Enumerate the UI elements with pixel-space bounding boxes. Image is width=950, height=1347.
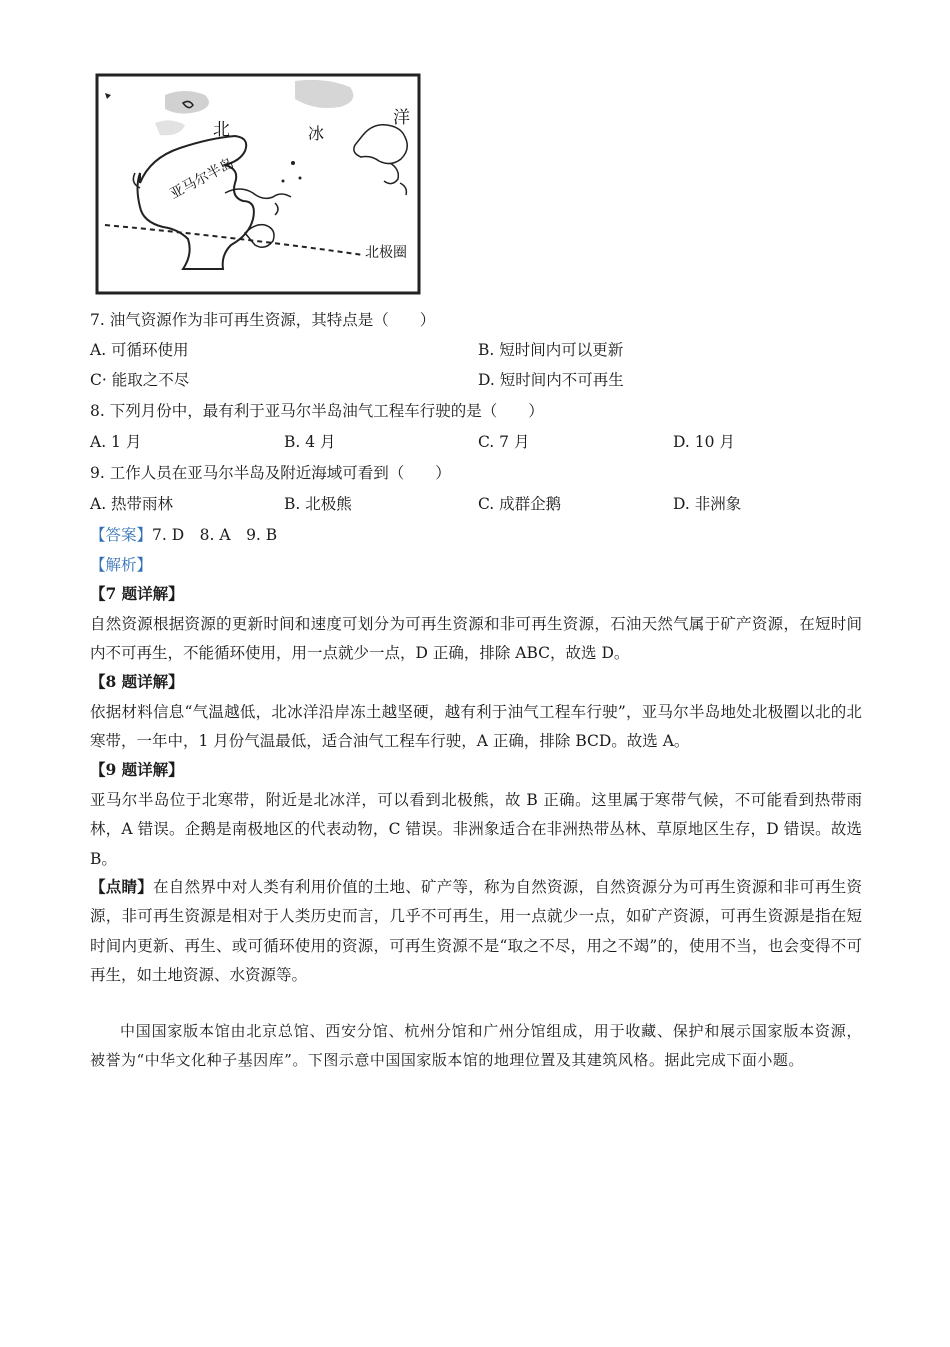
next-section-intro: 中国国家版本馆由北京总馆、西安分馆、杭州分馆和广州分馆组成，用于收藏、保护和展示国家版本资源，被誉为“中华文化种子基因库”。下图示意中国国家版本馆的地理位置及其建筑风格。据此完成下面小题。 [90,1022,862,1070]
detail-8-heading: 【8 题详解】 [90,672,184,691]
question-8-option-b: B. 4 月 [284,433,336,451]
question-7-option-c: C· 能取之不尽 [90,371,190,389]
question-8-option-a: A. 1 月 [90,433,142,451]
detail-9-heading: 【9 题详解】 [90,760,184,779]
question-8-option-c: C. 7 月 [478,433,530,451]
yamal-peninsula-map [95,73,421,295]
detail-8-body: 依据材料信息“气温越低，北冰洋沿岸冻土越坚硬，越有利于油气工程车行驶”，亚马尔半岛地处北极圈以北的北寒带，一年中，1 月份气温最低，适合油气工程车行驶，A 正确，排除 BCD。故选 A。 [90,703,862,751]
question-7-option-b: B. 短时间内可以更新 [478,341,624,359]
question-7-option-d: D. 短时间内不可再生 [478,371,624,389]
answer-line [90,525,277,545]
question-9-option-d: D. 非洲象 [673,495,742,513]
question-9-option-c: C. 成群企鹅 [478,495,562,513]
question-8-option-d: D. 10 月 [673,433,735,451]
map-label-ocean: 洋 [393,108,410,128]
question-8-stem: 8. 下列月份中，最有利于亚马尔半岛油气工程车行驶的是（ ） [90,402,544,420]
detail-7-body: 自然资源根据资源的更新时间和速度可划分为可再生资源和非可再生资源，石油天然气属于矿产资源，在短时间内不可再生，不能循环使用，用一点就少一点，D 正确，排除 ABC，故选 D。 [90,615,862,663]
map-label-arctic-circle: 北极圈 [365,245,407,261]
tip-paragraph [90,872,862,990]
map-label-ice: 冰 [308,124,325,143]
tip-body: 在自然界中对人类有利用价值的土地、矿产等，称为自然资源，自然资源分为可再生资源和非可再生资源，非可再生资源是相对于人类历史而言，几乎不可再生，用一点就少一点，如矿产资源，可再生资源是指在短时间内更新、再生、或可循环使用的资源，可再生资源不是“取之不尽，用之不竭”的，使用不当，也会变得不可再生，如土地资源、水资源等。 [90,878,862,984]
analysis-label: 【解析】 [90,556,153,574]
answer-label: 【答案】 [90,526,153,544]
question-7-stem: 7. 油气资源作为非可再生资源，其特点是（ ） [90,311,436,329]
question-9-option-a: A. 热带雨林 [90,495,174,513]
question-9-stem: 9. 工作人员在亚马尔半岛及附近海域可看到（ ） [90,464,451,482]
detail-7-heading: 【7 题详解】 [90,584,184,603]
tip-label: 【点睛】 [90,877,154,896]
map-label-yamal-peninsula: 亚马尔半岛 [167,155,237,203]
answer-text: 7. D 8. A 9. B [152,526,278,544]
question-9-option-b: B. 北极熊 [284,495,352,513]
map-label-north: 北 [213,120,230,140]
detail-9-body: 亚马尔半岛位于北寒带，附近是北冰洋，可以看到北极熊，故 B 正确。这里属于寒带气候，不可能看到热带雨林，A 错误。企鹅是南极地区的代表动物，C 错误。非洲象适合在非洲热带丛林、草原地区生存，D 错误。故选 B。 [90,791,862,868]
question-7-option-a: A. 可循环使用 [90,341,189,359]
